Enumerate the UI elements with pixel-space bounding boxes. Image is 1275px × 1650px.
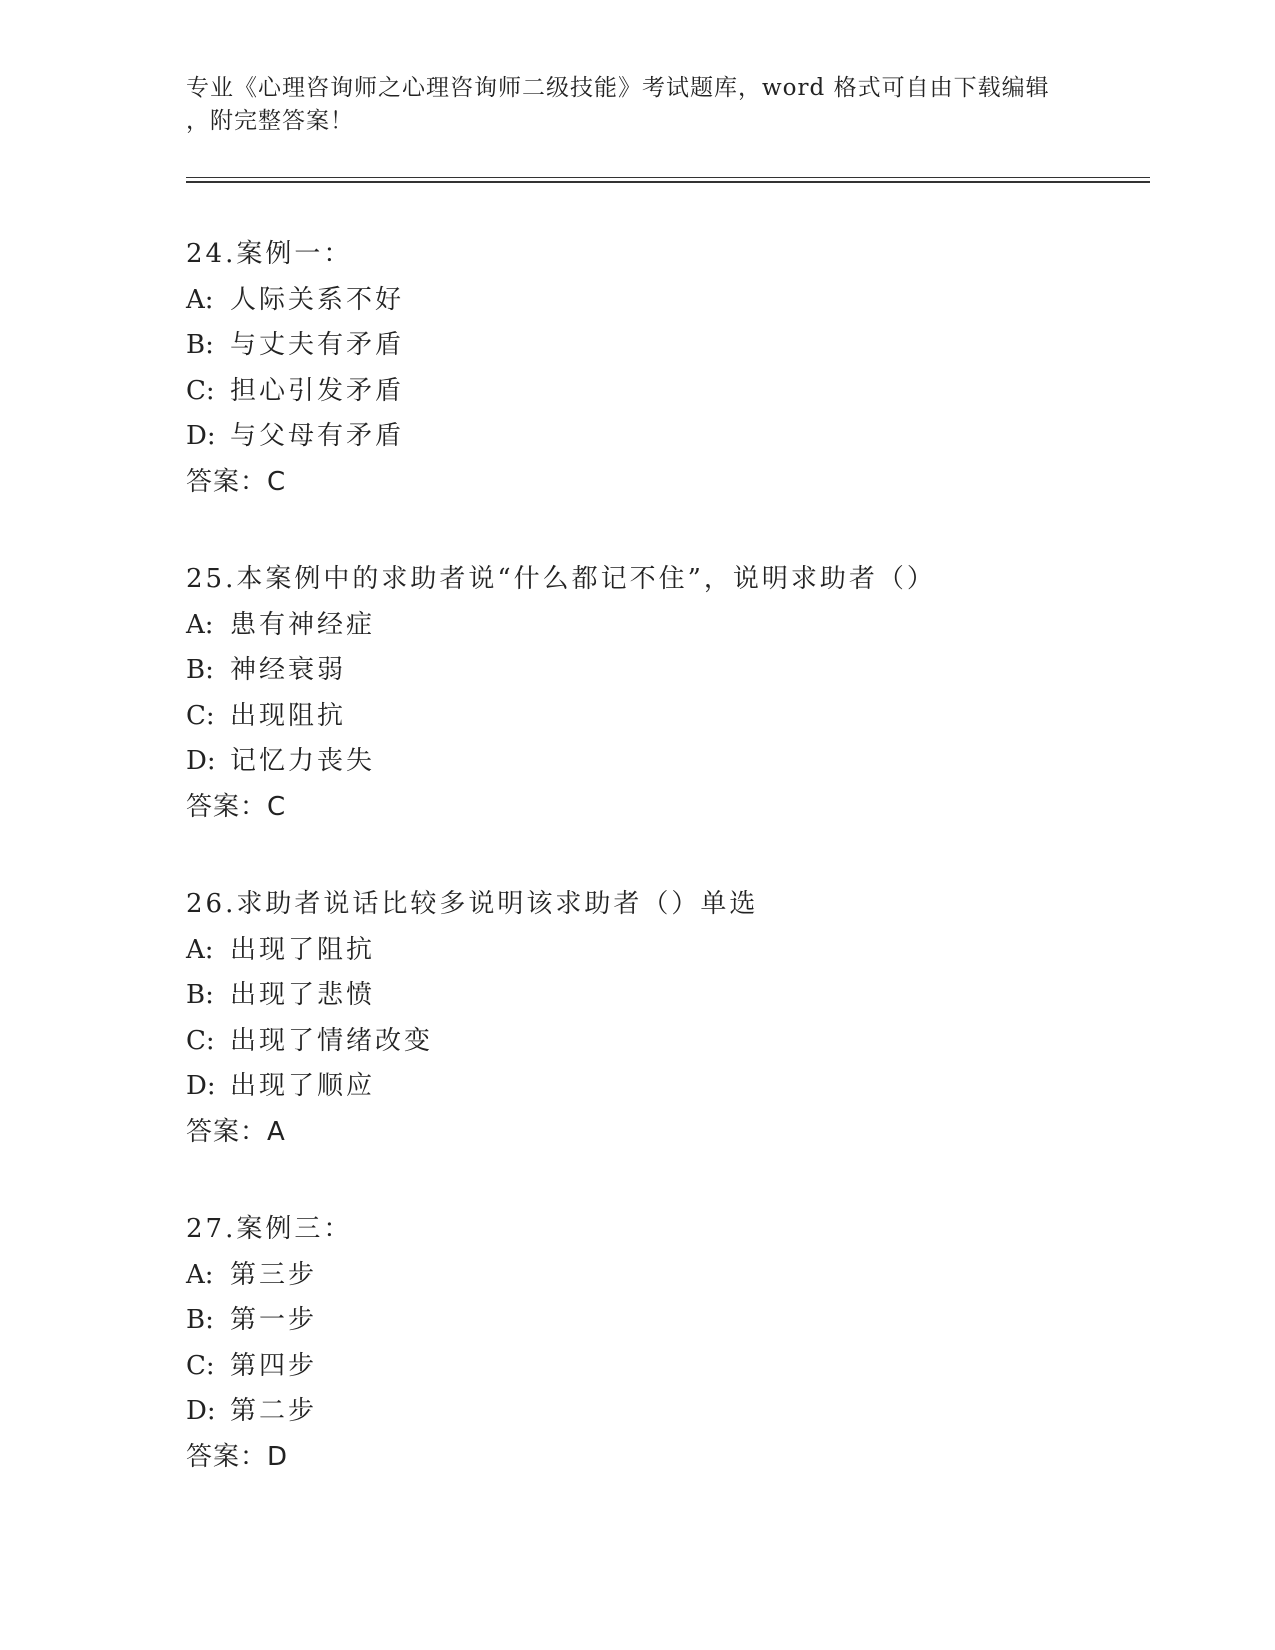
question-list xyxy=(186,232,1146,1532)
question-27 xyxy=(186,1207,1146,1480)
question-26 xyxy=(186,882,1146,1155)
question-stem: 24.案例一： xyxy=(186,239,353,269)
option-d xyxy=(186,739,1146,785)
option-letter: C: xyxy=(186,375,215,406)
answer-line: 答案：A xyxy=(186,1116,286,1147)
option-letter: C: xyxy=(186,1350,215,1381)
option-letter: A: xyxy=(186,609,214,640)
option-letter: B: xyxy=(186,655,214,685)
option-text: 出现了阻抗 xyxy=(230,934,376,965)
option-text: 与丈夫有矛盾 xyxy=(230,330,405,360)
option-b xyxy=(186,648,1146,694)
option-text: 出现阻抗 xyxy=(230,700,347,731)
option-letter: D: xyxy=(186,746,216,776)
option-letter: B: xyxy=(186,1305,214,1335)
option-d xyxy=(186,1064,1146,1110)
option-text: 患有神经症 xyxy=(230,609,376,640)
answer-line: 答案：C xyxy=(186,791,287,822)
option-d xyxy=(186,414,1146,460)
option-letter: D: xyxy=(186,1396,216,1426)
option-text: 神经衰弱 xyxy=(230,655,347,685)
question-24 xyxy=(186,232,1146,505)
option-a xyxy=(186,278,1146,324)
option-letter: D: xyxy=(186,1071,216,1101)
option-c xyxy=(186,1019,1146,1065)
option-text: 出现了悲愤 xyxy=(230,980,376,1010)
option-letter: B: xyxy=(186,980,214,1010)
header-line-1: 专业《心理咨询师之心理咨询师二级技能》考试题库，word 格式可自由下载编辑 xyxy=(186,75,1050,101)
option-letter: A: xyxy=(186,1259,214,1290)
option-c xyxy=(186,694,1146,740)
option-letter: C: xyxy=(186,1025,215,1056)
answer-line: 答案：C xyxy=(186,466,287,497)
option-text: 出现了顺应 xyxy=(230,1071,376,1101)
option-a xyxy=(186,603,1146,649)
option-b xyxy=(186,973,1146,1019)
option-text: 与父母有矛盾 xyxy=(230,421,405,451)
option-b xyxy=(186,323,1146,369)
question-25 xyxy=(186,557,1146,830)
option-text: 第四步 xyxy=(230,1350,318,1381)
header-divider-bottom xyxy=(186,181,1150,183)
option-d xyxy=(186,1389,1146,1435)
option-text: 担心引发矛盾 xyxy=(230,375,405,406)
option-letter: D: xyxy=(186,421,216,451)
question-stem: 26.求助者说话比较多说明该求助者（）单选 xyxy=(186,889,759,919)
option-letter: A: xyxy=(186,284,214,315)
option-text: 出现了情绪改变 xyxy=(230,1025,434,1056)
option-text: 第三步 xyxy=(230,1259,318,1290)
option-a xyxy=(186,1253,1146,1299)
option-a xyxy=(186,928,1146,974)
option-b xyxy=(186,1298,1146,1344)
option-c xyxy=(186,1344,1146,1390)
option-letter: C: xyxy=(186,700,215,731)
header-divider-top xyxy=(186,177,1150,178)
answer-line: 答案：D xyxy=(186,1441,289,1472)
header-line-2: ，附完整答案！ xyxy=(186,108,354,134)
document-header xyxy=(186,72,1086,138)
option-text: 第一步 xyxy=(230,1305,318,1335)
option-text: 记忆力丧失 xyxy=(230,746,376,776)
option-c xyxy=(186,369,1146,415)
option-letter: B: xyxy=(186,330,214,360)
option-letter: A: xyxy=(186,934,214,965)
option-text: 第二步 xyxy=(230,1396,318,1426)
question-stem: 27.案例三： xyxy=(186,1214,353,1244)
option-text: 人际关系不好 xyxy=(230,284,405,315)
question-stem: 25.本案例中的求助者说“什么都记不住”，说明求助者（） xyxy=(186,564,936,594)
